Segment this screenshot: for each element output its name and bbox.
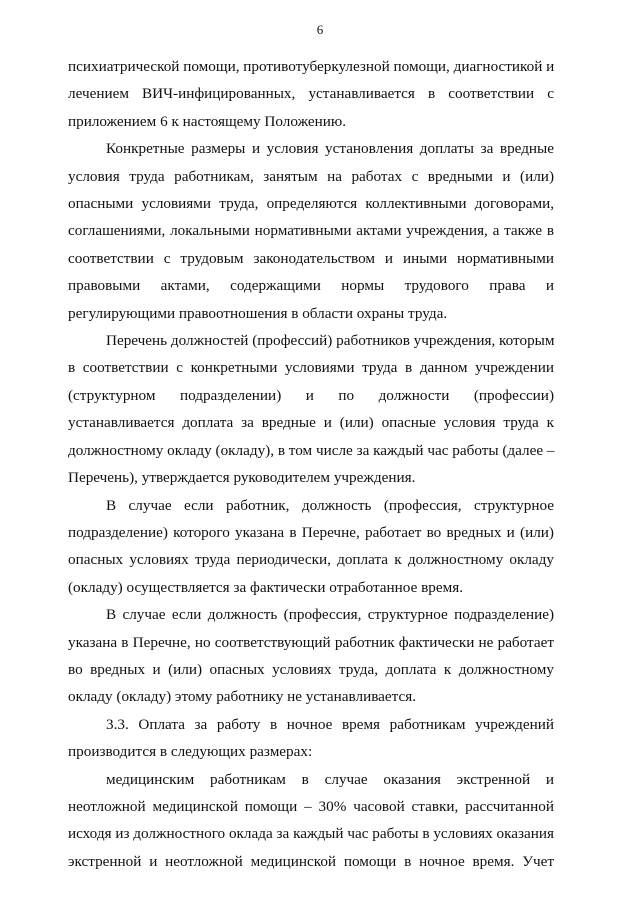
text-line: окладу (окладу) этому работнику не устанавливается. bbox=[68, 688, 417, 706]
paragraph bbox=[68, 53, 554, 135]
text-line: Перечень должностей (профессий) работников учреждения, которым bbox=[106, 332, 555, 350]
text-line: условия труда работникам, занятым на работах с вредными и (или) bbox=[68, 167, 554, 185]
text-line: приложением 6 к настоящему Положению. bbox=[68, 112, 347, 130]
text-line: правовыми актами, содержащими нормы трудового права и bbox=[68, 277, 554, 295]
text-line: подразделение) которого указана в Перечне, работает во вредных и (или) bbox=[68, 523, 554, 541]
text-line: (структурном подразделении) и по должности (профессии) bbox=[68, 386, 554, 404]
paragraph bbox=[68, 766, 554, 876]
text-line: производится в следующих размерах: bbox=[68, 743, 313, 761]
text-line: (окладу) осуществляется за фактически отработанное время. bbox=[68, 578, 464, 596]
text-line: 3.3. Оплата за работу в ночное время работникам учреждений bbox=[106, 715, 554, 733]
text-line: исходя из должностного оклада за каждый час работы в условиях оказания bbox=[68, 825, 554, 843]
document-body bbox=[68, 53, 554, 875]
text-line: опасными условиями труда, определяются коллективными договорами, bbox=[68, 195, 554, 213]
paragraph bbox=[68, 327, 554, 491]
text-line: экстренной и неотложной медицинской помощи в ночное время. Учет bbox=[68, 852, 554, 870]
paragraph bbox=[68, 601, 554, 711]
text-line: во вредных и (или) опасных условиях труда, доплата к должностному bbox=[68, 660, 554, 678]
text-line: В случае если должность (профессия, структурное подразделение) bbox=[106, 606, 554, 624]
text-line: Конкретные размеры и условия установления доплаты за вредные bbox=[106, 140, 554, 158]
paragraph bbox=[68, 711, 554, 766]
text-line: лечением ВИЧ-инфицированных, устанавливается в соответствии с bbox=[68, 85, 554, 103]
text-line: должностному окладу (окладу), в том числе за каждый час работы (далее – bbox=[68, 441, 555, 459]
text-line: опасных условиях труда периодически, доплата к должностному окладу bbox=[68, 551, 554, 569]
text-line: указана в Перечне, но соответствующий работник фактически не работает bbox=[68, 633, 554, 651]
paragraph bbox=[68, 135, 554, 327]
text-line: соответствии с трудовым законодательством и иными нормативными bbox=[68, 249, 554, 267]
text-line: Перечень), утверждается руководителем учреждения. bbox=[68, 469, 416, 487]
text-line: психиатрической помощи, противотуберкулезной помощи, диагностикой и bbox=[68, 58, 555, 75]
text-line: в соответствии с конкретными условиями труда в данном учреждении bbox=[68, 359, 554, 377]
text-line: медицинским работникам в случае оказания экстренной и bbox=[106, 770, 554, 788]
text-line: соглашениями, локальными нормативными актами учреждения, а также в bbox=[68, 222, 554, 240]
text-line: регулирующими правоотношения в области охраны труда. bbox=[68, 304, 448, 322]
page-number: 6 bbox=[316, 22, 324, 37]
text-line: неотложной медицинской помощи – 30% часовой ставки, рассчитанной bbox=[68, 797, 554, 815]
paragraph bbox=[68, 492, 554, 602]
text-line: В случае если работник, должность (профессия, структурное bbox=[106, 496, 554, 514]
text-line: устанавливается доплата за вредные и (или) опасные условия труда к bbox=[68, 414, 554, 432]
